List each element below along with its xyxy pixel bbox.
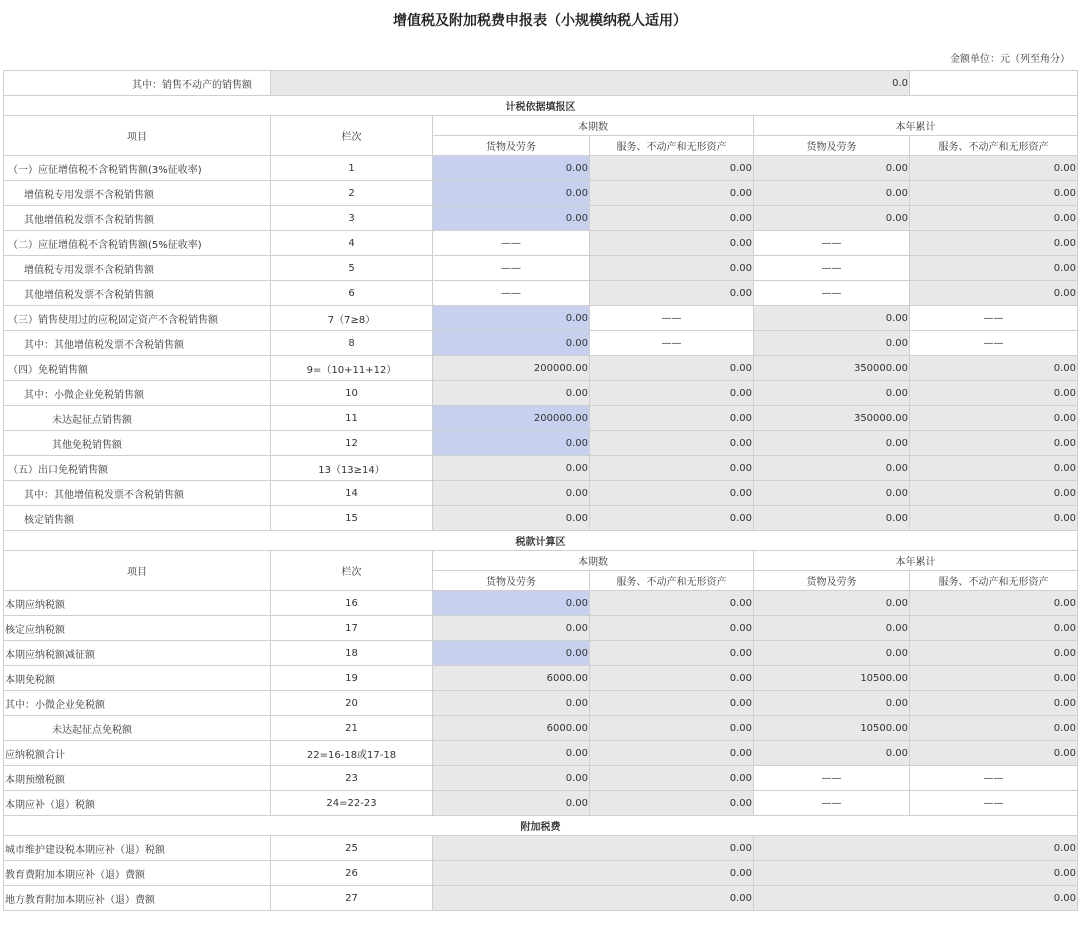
header-goods: 货物及劳务 [754, 571, 910, 591]
ytd-services-cell: —— [910, 766, 1078, 791]
row-column-number: 23 [271, 766, 433, 791]
row-label: 应纳税额合计 [4, 741, 271, 766]
current-amount-cell: 0.00 [433, 886, 754, 911]
current-goods-cell: 0.00 [433, 791, 590, 816]
row-column-number: 1 [271, 156, 433, 181]
current-amount-cell: 0.00 [433, 861, 754, 886]
table-row [4, 456, 1078, 481]
current-goods-cell[interactable]: 0.00 [433, 181, 590, 206]
ytd-services-cell: 0.00 [910, 666, 1078, 691]
header-item: 项目 [4, 551, 271, 591]
current-services-cell: 0.00 [590, 156, 754, 181]
row-label: 本期应补（退）税额 [4, 791, 271, 816]
row-column-number: 20 [271, 691, 433, 716]
table-row [4, 231, 1078, 256]
current-services-cell: 0.00 [590, 591, 754, 616]
current-goods-cell[interactable]: 0.00 [433, 306, 590, 331]
ytd-amount-cell: 0.00 [754, 886, 1078, 911]
table-row [4, 506, 1078, 531]
ytd-goods-cell: 0.00 [754, 456, 910, 481]
row-label: 其中：小微企业免税额 [4, 691, 271, 716]
table-row [4, 886, 1078, 911]
table-row [4, 616, 1078, 641]
empty-cell [910, 71, 1078, 96]
page-title: 增值税及附加税费申报表（小规模纳税人适用） [393, 13, 687, 29]
ytd-goods-cell: 0.00 [754, 306, 910, 331]
section-basis: 计税依据填报区 [4, 96, 1078, 116]
section-surcharge: 附加税费 [4, 816, 1078, 836]
current-services-cell: 0.00 [590, 691, 754, 716]
current-goods-cell: 200000.00 [433, 356, 590, 381]
table-row [4, 331, 1078, 356]
current-services-cell: 0.00 [590, 281, 754, 306]
ytd-services-cell: —— [910, 306, 1078, 331]
current-services-cell: 0.00 [590, 456, 754, 481]
header-ytd: 本年累计 [754, 116, 1078, 136]
header-current: 本期数 [433, 551, 754, 571]
current-services-cell: 0.00 [590, 181, 754, 206]
row-column-number: 11 [271, 406, 433, 431]
current-goods-cell: 0.00 [433, 506, 590, 531]
row-column-number: 18 [271, 641, 433, 666]
row-column-number: 25 [271, 836, 433, 861]
ytd-goods-cell: 0.00 [754, 431, 910, 456]
ytd-goods-cell: —— [754, 766, 910, 791]
ytd-goods-cell: 0.00 [754, 481, 910, 506]
row-label: 未达起征点销售额 [4, 406, 271, 431]
row-label: 本期应纳税额 [4, 591, 271, 616]
row-label: 其他增值税发票不含税销售额 [4, 281, 271, 306]
ytd-services-cell: —— [910, 791, 1078, 816]
current-services-cell: —— [590, 306, 754, 331]
row-label: 其中：小微企业免税销售额 [4, 381, 271, 406]
table-row [4, 381, 1078, 406]
current-goods-cell[interactable]: 0.00 [433, 591, 590, 616]
table-row [4, 791, 1078, 816]
row-label: 其中：其他增值税发票不含税销售额 [4, 331, 271, 356]
current-goods-cell: —— [433, 281, 590, 306]
tax-return-table [3, 70, 1078, 911]
current-services-cell: 0.00 [590, 766, 754, 791]
table-row [4, 836, 1078, 861]
table-row [4, 281, 1078, 306]
ytd-services-cell: 0.00 [910, 206, 1078, 231]
current-services-cell: 0.00 [590, 256, 754, 281]
current-services-cell: —— [590, 331, 754, 356]
ytd-goods-cell: 0.00 [754, 641, 910, 666]
table-row [4, 741, 1078, 766]
row-column-number: 9=（10+11+12） [271, 356, 433, 381]
ytd-services-cell: 0.00 [910, 231, 1078, 256]
current-goods-cell: 6000.00 [433, 666, 590, 691]
current-services-cell: 0.00 [590, 381, 754, 406]
row-column-number: 7（7≥8） [271, 306, 433, 331]
current-services-cell: 0.00 [590, 506, 754, 531]
row-column-number: 15 [271, 506, 433, 531]
header-services: 服务、不动产和无形资产 [910, 571, 1078, 591]
ytd-services-cell: 0.00 [910, 181, 1078, 206]
current-services-cell: 0.00 [590, 791, 754, 816]
row-column-number: 14 [271, 481, 433, 506]
current-services-cell: 0.00 [590, 431, 754, 456]
current-goods-cell: 0.00 [433, 691, 590, 716]
table-row [4, 206, 1078, 231]
current-goods-cell: —— [433, 256, 590, 281]
ytd-goods-cell: —— [754, 231, 910, 256]
real-estate-sales-row [4, 71, 1078, 96]
current-services-cell: 0.00 [590, 616, 754, 641]
ytd-goods-cell: 0.00 [754, 181, 910, 206]
ytd-services-cell: 0.00 [910, 591, 1078, 616]
ytd-goods-cell: 0.00 [754, 381, 910, 406]
row-column-number: 10 [271, 381, 433, 406]
row-label: （四）免税销售额 [4, 356, 271, 381]
row-label: 增值税专用发票不含税销售额 [4, 256, 271, 281]
current-services-cell: 0.00 [590, 741, 754, 766]
current-goods-cell: 0.00 [433, 616, 590, 641]
section-calc: 税款计算区 [4, 531, 1078, 551]
table-row [4, 406, 1078, 431]
row-column-number: 6 [271, 281, 433, 306]
real-estate-sales-value[interactable]: 0.0 [271, 71, 910, 96]
ytd-services-cell: 0.00 [910, 456, 1078, 481]
current-amount-cell: 0.00 [433, 836, 754, 861]
table-row [4, 306, 1078, 331]
row-column-number: 3 [271, 206, 433, 231]
ytd-services-cell: 0.00 [910, 741, 1078, 766]
ytd-goods-cell: 0.00 [754, 206, 910, 231]
ytd-goods-cell: —— [754, 791, 910, 816]
table-row [4, 716, 1078, 741]
row-column-number: 27 [271, 886, 433, 911]
header-goods: 货物及劳务 [433, 571, 590, 591]
real-estate-sales-label: 其中：销售不动产的销售额 [4, 71, 271, 96]
row-label: 其他增值税发票不含税销售额 [4, 206, 271, 231]
ytd-services-cell: 0.00 [910, 381, 1078, 406]
table-row [4, 691, 1078, 716]
ytd-goods-cell: 0.00 [754, 331, 910, 356]
table-row [4, 861, 1078, 886]
header-col: 栏次 [271, 116, 433, 156]
current-services-cell: 0.00 [590, 641, 754, 666]
table-row [4, 591, 1078, 616]
ytd-services-cell: 0.00 [910, 156, 1078, 181]
row-label: 本期应纳税额减征额 [4, 641, 271, 666]
table-row [4, 481, 1078, 506]
table-row [4, 666, 1078, 691]
ytd-amount-cell: 0.00 [754, 861, 1078, 886]
row-label: （二）应征增值税不含税销售额(5%征收率) [4, 231, 271, 256]
ytd-services-cell: 0.00 [910, 691, 1078, 716]
ytd-services-cell: 0.00 [910, 506, 1078, 531]
current-goods-cell: 0.00 [433, 481, 590, 506]
ytd-services-cell: 0.00 [910, 431, 1078, 456]
ytd-goods-cell: 0.00 [754, 691, 910, 716]
ytd-goods-cell: —— [754, 281, 910, 306]
row-column-number: 5 [271, 256, 433, 281]
row-label: 城市维护建设税本期应补（退）税额 [4, 836, 271, 861]
table-row [4, 156, 1078, 181]
amount-unit-note: 金额单位：元（列至角分） [950, 54, 1070, 65]
ytd-goods-cell: 350000.00 [754, 356, 910, 381]
row-label: 其他免税销售额 [4, 431, 271, 456]
ytd-services-cell: 0.00 [910, 256, 1078, 281]
ytd-goods-cell: 350000.00 [754, 406, 910, 431]
header-services: 服务、不动产和无形资产 [910, 136, 1078, 156]
header-services: 服务、不动产和无形资产 [590, 136, 754, 156]
table-row [4, 356, 1078, 381]
current-services-cell: 0.00 [590, 716, 754, 741]
row-column-number: 22=16-18或17-18 [271, 741, 433, 766]
header-goods: 货物及劳务 [433, 136, 590, 156]
ytd-services-cell: 0.00 [910, 356, 1078, 381]
row-label: （五）出口免税销售额 [4, 456, 271, 481]
current-goods-cell[interactable]: 0.00 [433, 331, 590, 356]
current-services-cell: 0.00 [590, 481, 754, 506]
row-column-number: 24=22-23 [271, 791, 433, 816]
row-column-number: 8 [271, 331, 433, 356]
ytd-goods-cell: 0.00 [754, 156, 910, 181]
row-label: 其中：其他增值税发票不含税销售额 [4, 481, 271, 506]
current-goods-cell: 0.00 [433, 381, 590, 406]
ytd-goods-cell: 0.00 [754, 741, 910, 766]
row-label: 增值税专用发票不含税销售额 [4, 181, 271, 206]
current-goods-cell: 0.00 [433, 766, 590, 791]
table-row [4, 766, 1078, 791]
header-item: 项目 [4, 116, 271, 156]
current-services-cell: 0.00 [590, 206, 754, 231]
row-column-number: 17 [271, 616, 433, 641]
row-label: 教育费附加本期应补（退）费额 [4, 861, 271, 886]
row-label: 地方教育附加本期应补（退）费额 [4, 886, 271, 911]
ytd-goods-cell: 0.00 [754, 616, 910, 641]
row-column-number: 2 [271, 181, 433, 206]
ytd-amount-cell: 0.00 [754, 836, 1078, 861]
row-column-number: 13（13≥14） [271, 456, 433, 481]
header-ytd: 本年累计 [754, 551, 1078, 571]
row-label: 未达起征点免税额 [4, 716, 271, 741]
ytd-services-cell: 0.00 [910, 406, 1078, 431]
current-goods-cell[interactable]: 0.00 [433, 431, 590, 456]
current-goods-cell: —— [433, 231, 590, 256]
header-current: 本期数 [433, 116, 754, 136]
row-label: （一）应征增值税不含税销售额(3%征收率) [4, 156, 271, 181]
ytd-goods-cell: 0.00 [754, 506, 910, 531]
ytd-services-cell: 0.00 [910, 716, 1078, 741]
row-label: 本期预缴税额 [4, 766, 271, 791]
row-column-number: 19 [271, 666, 433, 691]
row-column-number: 26 [271, 861, 433, 886]
current-goods-cell[interactable]: 0.00 [433, 641, 590, 666]
current-services-cell: 0.00 [590, 231, 754, 256]
ytd-goods-cell: 0.00 [754, 591, 910, 616]
current-services-cell: 0.00 [590, 356, 754, 381]
current-goods-cell[interactable]: 0.00 [433, 156, 590, 181]
ytd-services-cell: —— [910, 331, 1078, 356]
table-row [4, 431, 1078, 456]
ytd-goods-cell: 10500.00 [754, 666, 910, 691]
row-column-number: 12 [271, 431, 433, 456]
ytd-goods-cell: 10500.00 [754, 716, 910, 741]
table-row [4, 181, 1078, 206]
row-label: （三）销售使用过的应税固定资产不含税销售额 [4, 306, 271, 331]
ytd-services-cell: 0.00 [910, 641, 1078, 666]
ytd-goods-cell: —— [754, 256, 910, 281]
current-goods-cell: 0.00 [433, 456, 590, 481]
current-goods-cell[interactable]: 200000.00 [433, 406, 590, 431]
table-row [4, 256, 1078, 281]
header-services: 服务、不动产和无形资产 [590, 571, 754, 591]
ytd-services-cell: 0.00 [910, 481, 1078, 506]
ytd-services-cell: 0.00 [910, 281, 1078, 306]
current-goods-cell[interactable]: 0.00 [433, 206, 590, 231]
table-row [4, 641, 1078, 666]
header-goods: 货物及劳务 [754, 136, 910, 156]
row-label: 核定销售额 [4, 506, 271, 531]
row-label: 本期免税额 [4, 666, 271, 691]
ytd-services-cell: 0.00 [910, 616, 1078, 641]
row-label: 核定应纳税额 [4, 616, 271, 641]
current-goods-cell: 6000.00 [433, 716, 590, 741]
current-goods-cell: 0.00 [433, 741, 590, 766]
current-services-cell: 0.00 [590, 666, 754, 691]
row-column-number: 4 [271, 231, 433, 256]
row-column-number: 21 [271, 716, 433, 741]
current-services-cell: 0.00 [590, 406, 754, 431]
header-col: 栏次 [271, 551, 433, 591]
row-column-number: 16 [271, 591, 433, 616]
